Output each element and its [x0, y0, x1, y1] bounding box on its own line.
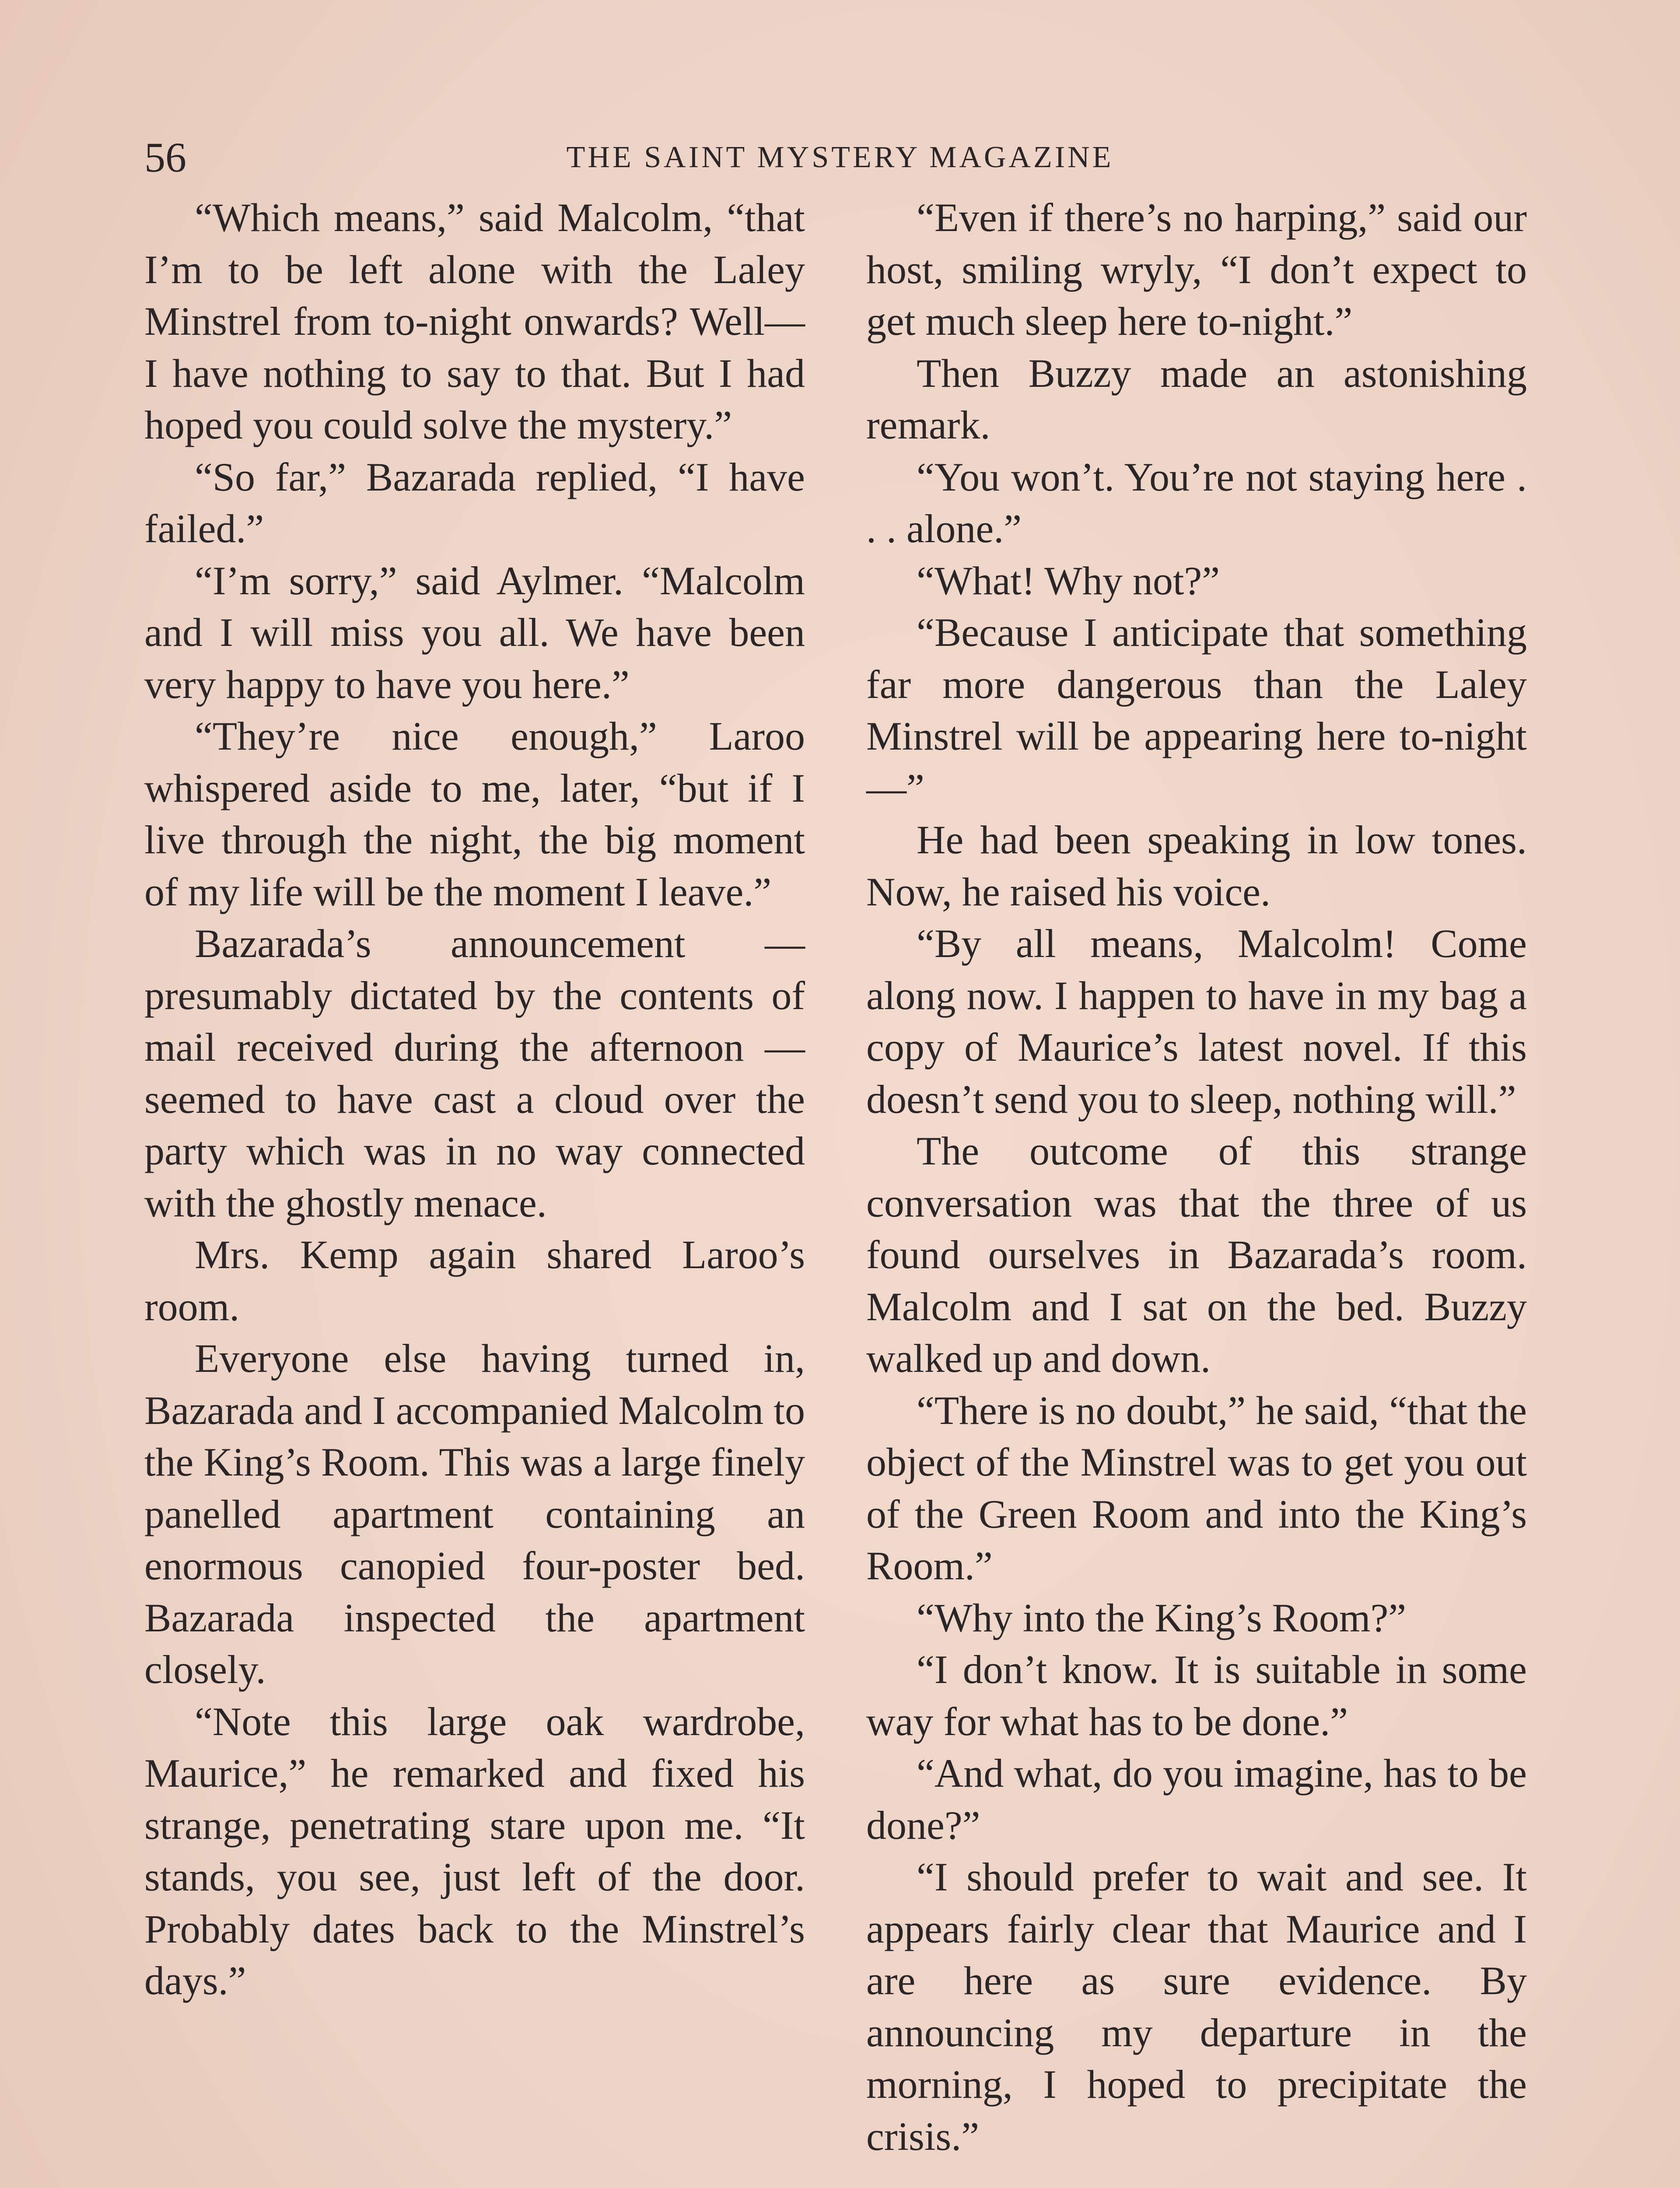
paragraph: “I don’t know. It is suitable in some way for what has to be done.”	[866, 1647, 1527, 1744]
paragraph: Then Buzzy made an astonishing remark.	[866, 351, 1527, 447]
paragraph: The outcome of this strange conversation was that the three of us found ourselves in Bazarada’s room. Malcolm and I sat on the bed. Buzzy walked up and down.	[866, 1129, 1527, 1381]
paragraph: “Even if there’s no harping,” said our host, smiling wryly, “I don’t expect to get much sleep here to-night.”	[866, 195, 1527, 344]
paragraph: He had been speaking in low tones. Now, he raised his voice.	[866, 817, 1527, 914]
paragraph: Mrs. Kemp again shared Laroo’s room.	[144, 1232, 805, 1329]
page-number: 56	[144, 134, 186, 181]
running-title: THE SAINT MYSTERY MAGAZINE	[566, 140, 1114, 174]
paragraph: “By all means, Malcolm! Come along now. I happen to have in my bag a copy of Maurice’s latest novel. If this doesn’t send you to sleep, nothing will.”	[866, 921, 1527, 1122]
page-header	[144, 131, 1536, 184]
paragraph: “They’re nice enough,” Laroo whispered aside to me, later, “but if I live through the night, the big moment of my life will be the moment I leave.”	[144, 714, 805, 914]
paragraph: Everyone else having turned in, Bazarada and I accompanied Malcolm to the King’s Room. This was a large finely panelled apartment containing an enormous canopied four-poster bed. Bazarada inspected the apartment closely.	[144, 1336, 805, 1692]
paragraph: “So far,” Bazarada replied, “I have failed.”	[144, 454, 805, 551]
right-text-column	[866, 192, 1527, 2162]
paragraph: “And what, do you imagine, has to be done?”	[866, 1751, 1527, 1848]
paragraph: “There is no doubt,” he said, “that the object of the Minstrel was to get you out of the Green Room and into the King’s Room.”	[866, 1388, 1527, 1588]
left-text-column	[144, 192, 805, 2007]
paragraph: Bazarada’s announcement — presumably dictated by the contents of mail received during the afternoon — seemed to have cast a cloud over the party which was in no way connected with the ghostly menace.	[144, 921, 805, 1225]
paragraph: “Why into the King’s Room?”	[917, 1595, 1407, 1640]
paragraph: “What! Why not?”	[917, 558, 1220, 603]
paragraph: “Which means,” said Malcolm, “that I’m to be left alone with the Laley Minstrel from to-night onwards? Well—I have nothing to say to that. But I had hoped you could solve the mystery.”	[144, 195, 805, 447]
paragraph: “Note this large oak wardrobe, Maurice,” he remarked and fixed his strange, penetrating stare upon me. “It stands, you see, just left of the door. Probably dates back to the Minstrel’s days.”	[144, 1699, 805, 2003]
paragraph: “Because I anticipate that something far more dangerous than the Laley Minstrel will be appearing here to-night—”	[866, 610, 1527, 810]
paragraph: “I should prefer to wait and see. It appears fairly clear that Maurice and I are here as sure evidence. By announcing my departure in the morning, I hoped to precipitate the crisis.”	[866, 1855, 1527, 2159]
paragraph: “I’m sorry,” said Aylmer. “Malcolm and I will miss you all. We have been very happy to have you here.”	[144, 558, 805, 707]
paragraph: “You won’t. You’re not staying here . . . alone.”	[866, 454, 1527, 551]
